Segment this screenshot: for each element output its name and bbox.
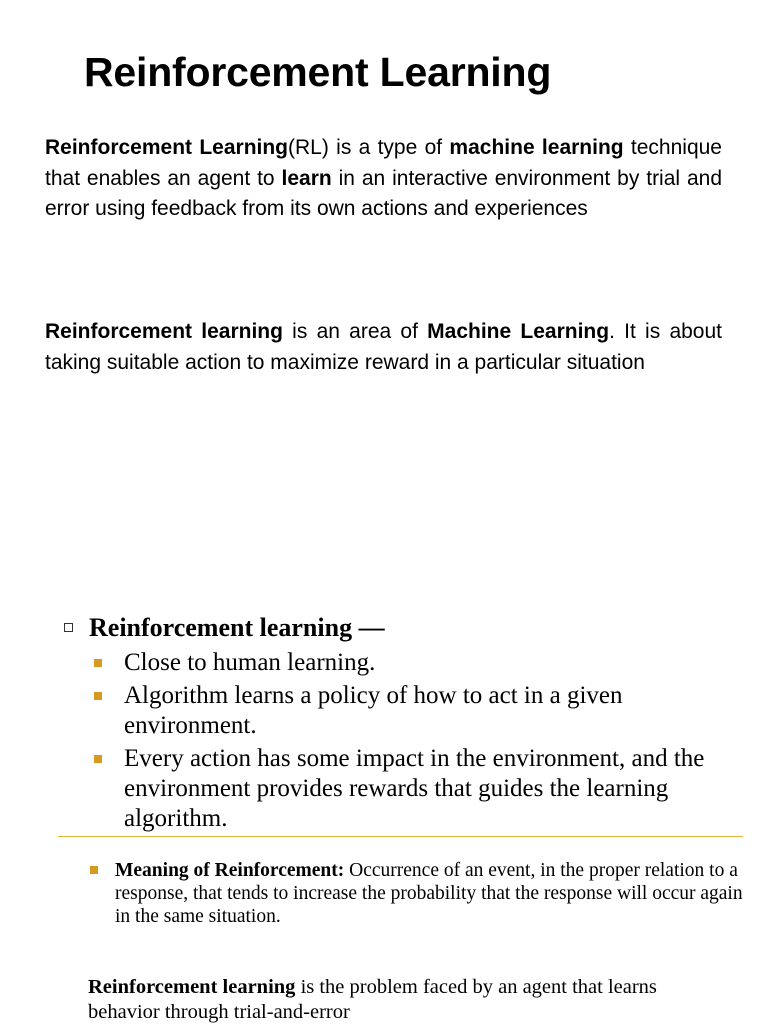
text-segment: . It is about taking suitable action to maximize reward in a particular situation (45, 320, 722, 374)
meaning-of-reinforcement (90, 859, 760, 928)
square-bullet-icon (94, 755, 102, 763)
bullet-text: Close to human learning. (124, 649, 376, 676)
meaning-term: Meaning of Reinforcement: (115, 860, 345, 881)
square-bullet-icon (94, 692, 102, 700)
term-reinforcement-learning: Reinforcement Learning (45, 136, 289, 159)
meaning-text: Occurrence of an event, in the proper relation to a response, that tends to increase the probability that the response will occur again in the same situation. (115, 860, 743, 927)
list-item (94, 681, 734, 741)
slide-bullet-list (94, 648, 734, 837)
square-bullet-icon (90, 866, 98, 874)
rl-problem-definition (88, 975, 733, 1025)
hollow-square-bullet-icon (64, 623, 73, 632)
text-segment: technique that enables an agent to (45, 136, 722, 190)
term-machine-learning: machine learning (449, 136, 624, 159)
slide-heading-text: Reinforcement learning — (89, 613, 385, 642)
page-title: Reinforcement Learning (84, 49, 552, 95)
bullet-text: Algorithm learns a policy of how to act in a given environment. (124, 682, 623, 739)
text-segment: (RL) is a type of (288, 136, 450, 159)
list-item (94, 744, 734, 834)
rl-definition-paragraph (45, 133, 722, 225)
term-reinforcement-learning: Reinforcement learning (45, 320, 283, 343)
rl-def-text: is the problem faced by an agent that learns behavior through trial-and-error (88, 976, 657, 1023)
slide-heading (64, 611, 385, 645)
term-learn: learn (281, 166, 332, 190)
square-bullet-icon (94, 659, 102, 667)
text-segment: is an area of (282, 320, 428, 343)
rl-def-term: Reinforcement learning (88, 976, 296, 998)
rl-area-paragraph (45, 317, 722, 378)
term-machine-learning: Machine Learning (427, 320, 610, 343)
list-item (94, 648, 734, 678)
slide-divider (58, 836, 743, 837)
bullet-text: Every action has some impact in the environment, and the environment provides rewards that guides the learning algorithm. (124, 745, 705, 832)
text-segment: in an interactive environment by trial and error using feedback from its own actions and experiences (45, 166, 723, 220)
